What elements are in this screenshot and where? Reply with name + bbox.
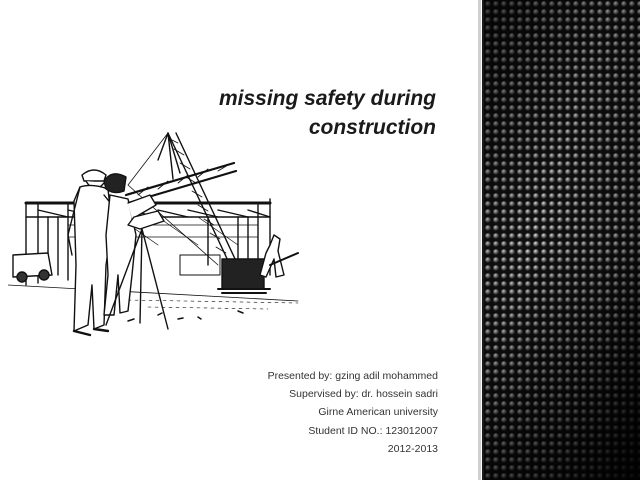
construction-illustration (8, 125, 308, 350)
credits-block (200, 367, 438, 458)
panel-divider (478, 0, 481, 480)
title-line-1: missing safety during (218, 87, 436, 110)
supervised-by: Supervised by: dr. hossein sadri (289, 388, 438, 401)
metal-mesh-panel (484, 0, 640, 480)
title-line-2: construction (308, 116, 436, 139)
student-id: Student ID NO.: 123012007 (308, 424, 438, 437)
academic-year: 2012-2013 (387, 442, 438, 455)
presented-by: Presented by: gzing adil mohammed (267, 370, 438, 382)
university: Girne American university (318, 406, 438, 419)
